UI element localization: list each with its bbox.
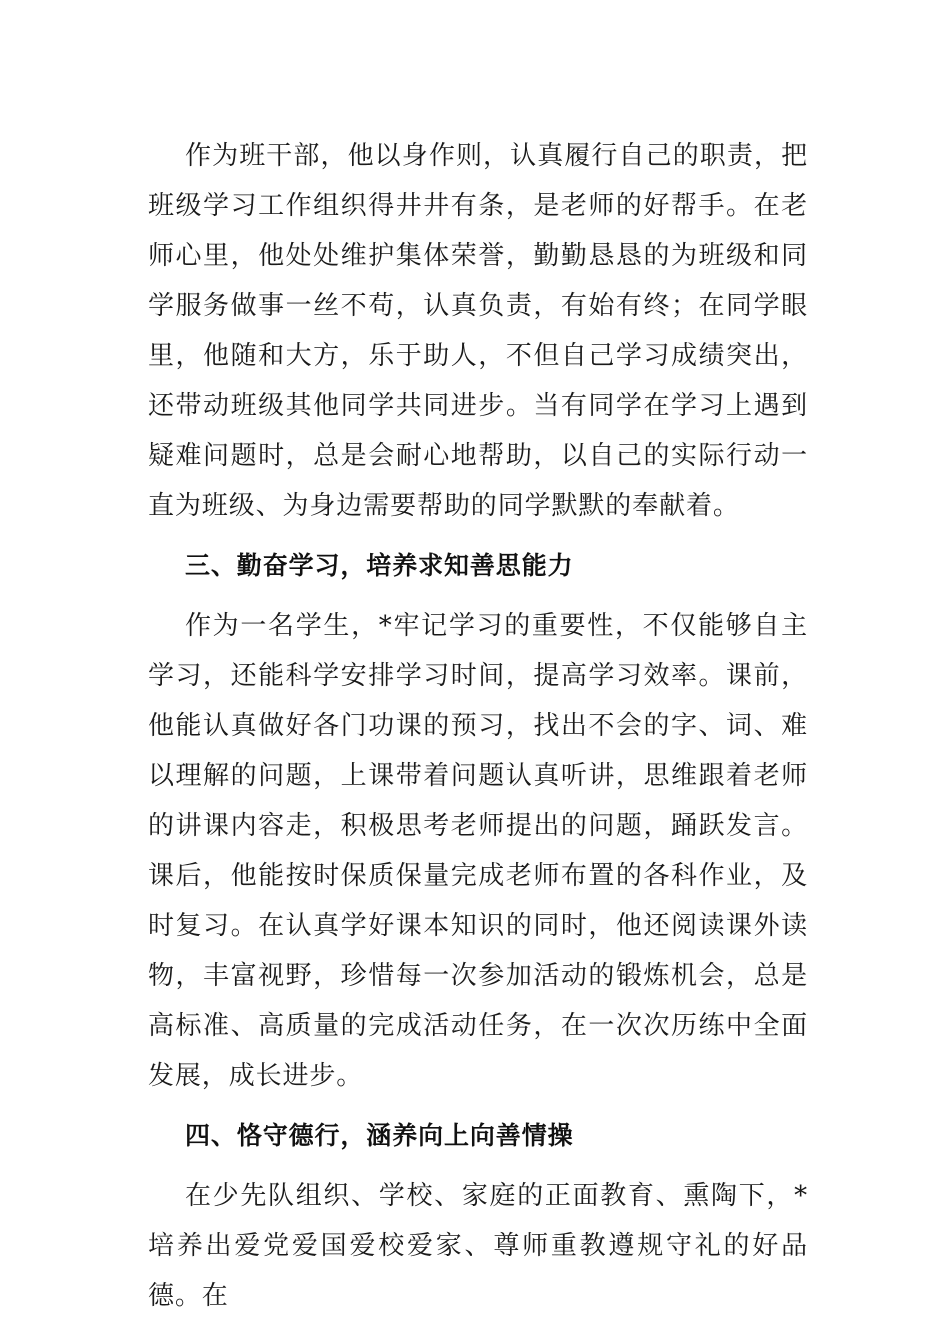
paragraph-class-leader: 作为班干部，他以身作则，认真履行自己的职责，把班级学习工作组织得井井有条，是老师的好帮手。在老师心里，他处处维护集体荣誉，勤勤恳恳的为班级和同学服务做事一丝不苟，认真负责，有始有终；在同学眼里，他随和大方，乐于助人，不但自己学习成绩突出，还带动班级其他同学共同进步。当有同学在学习上遇到疑难问题时，总是会耐心地帮助，以自己的实际行动一直为班级、为身边需要帮助的同学默默的奉献着。 xyxy=(148,141,808,521)
section-heading-3: 三、勤奋学习，培养求知善思能力 xyxy=(185,551,574,580)
section-heading-4: 四、恪守德行，涵养向上向善情操 xyxy=(185,1121,574,1150)
paragraph-diligent-study: 作为一名学生，*牢记学习的重要性，不仅能够自主学习，还能科学安排学习时间，提高学习效率。课前，他能认真做好各门功课的预习，找出不会的字、词、难以理解的问题，上课带着问题认真听讲，思维跟着老师的讲课内容走，积极思考老师提出的问题，踊跃发言。课后，他能按时保质保量完成老师布置的各科作业，及时复习。在认真学好课本知识的同时，他还阅读课外读物，丰富视野，珍惜每一次参加活动的锻炼机会，总是高标准、高质量的完成活动任务，在一次次历练中全面发展，成长进步。 xyxy=(148,611,808,1091)
paragraph-moral-conduct: 在少先队组织、学校、家庭的正面教育、熏陶下，*培养出爱党爱国爱校爱家、尊师重教遵规守礼的好品德。在 xyxy=(148,1181,808,1311)
document-body xyxy=(148,131,808,1321)
